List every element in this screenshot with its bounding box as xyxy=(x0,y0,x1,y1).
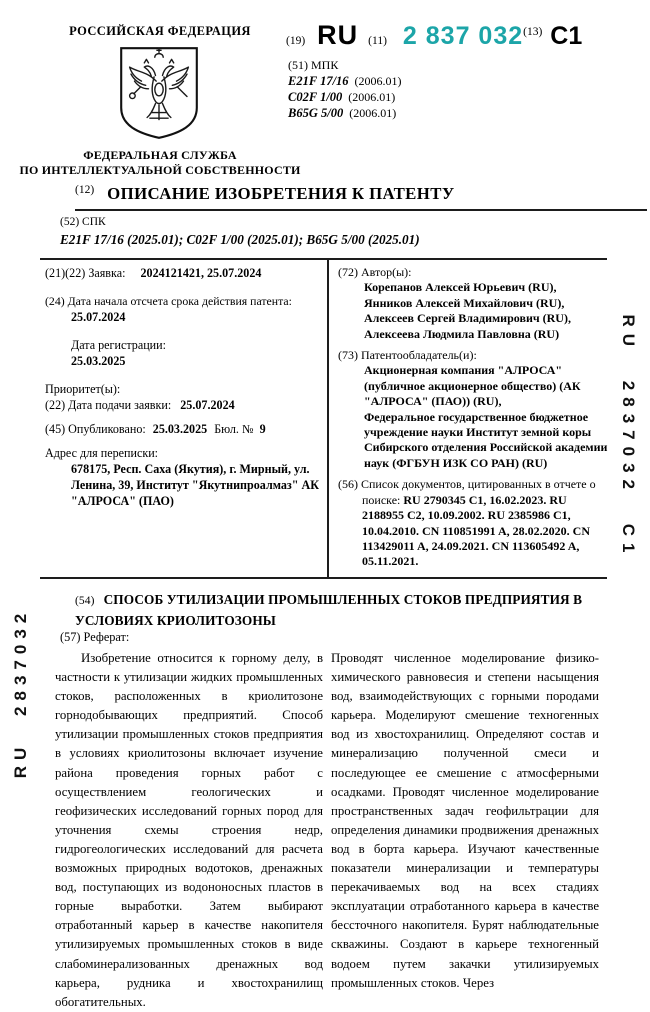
author-item: Алексеева Людмила Павловна (RU) xyxy=(364,326,560,341)
publication-number: 2 837 032 xyxy=(402,22,524,50)
ipc-section xyxy=(288,57,402,121)
bulletin-label: Бюл. № xyxy=(214,422,254,436)
cpc-label: (52) СПК xyxy=(60,216,106,228)
term-start-label: (24) Дата начала отсчета срока действия патента: xyxy=(45,294,292,308)
priority-label: Приоритет(ы): xyxy=(45,382,121,396)
biblio-left-column xyxy=(45,265,321,573)
registration-label: Дата регистрации: xyxy=(71,338,166,352)
ipc-code: E21F 17/16 xyxy=(288,74,349,88)
ipc-item xyxy=(288,73,402,89)
inid-code-11: (11) xyxy=(368,35,387,47)
document-type-heading xyxy=(75,184,455,204)
application-row xyxy=(45,265,321,281)
citations-block xyxy=(338,477,608,569)
inid-code-12: (12) xyxy=(75,184,95,196)
ipc-label: (51) МПК xyxy=(288,58,339,72)
patent-holder-item: Акционерная компания "АЛРОСА" (публичное акционерное общество) (АК "АЛРОСА" (ПАО)) (RU), xyxy=(364,363,581,409)
citations-label: (56) Список документов, цитированных в отчете о поиске: xyxy=(338,477,596,507)
ipc-version: (2006.01) xyxy=(349,106,397,120)
published-row xyxy=(45,421,321,437)
application-label: (21)(22) Заявка: xyxy=(45,266,126,280)
russia-coat-of-arms-icon xyxy=(117,46,201,145)
ipc-version: (2006.01) xyxy=(348,90,396,104)
ipc-item xyxy=(288,89,402,105)
heading-divider xyxy=(75,209,647,211)
invention-title-text: СПОСОБ УТИЛИЗАЦИИ ПРОМЫШЛЕННЫХ СТОКОВ ПРЕДПРИЯТИЯ В УСЛОВИЯХ КРИОЛИТОЗОНЫ xyxy=(75,592,583,628)
patent-holder-item: Федеральное государственное бюджетное учреждение науки Институт земной коры Сибирского отделения Российской академии наук (ФГБУН ИЗК СО РАН) (RU) xyxy=(364,409,608,470)
ipc-code: C02F 1/00 xyxy=(288,90,343,104)
abstract-column-1: Изобретение относится к горному делу, в частности к утилизации жидких промышленных стоков, расположенных в криолитозоне горнодобывающих предприятий. Способ утилизации промышленных стоков предприятия в условиях криолитозоны включает изучение района проведения горных работ с осуществлением геологических и геофизических исследований горных пород для уточнения схемы строения недр, гидрогеологических исследований для расчета возможных природных водотоков, дренажных вод, поступающих из водононосных пластов в горные выработки. Затем выбирают отработанный карьер в качестве накопителя утилизируемых промышленных стоков в виде слабоминерализованных дренажных вод карьера, рудника и хвостохранилищ обогатительных. xyxy=(55,651,323,1009)
country-label: РОССИЙСКАЯ ФЕДЕРАЦИЯ xyxy=(69,24,251,38)
registration-value: 25.03.2025 xyxy=(71,354,126,368)
right-margin-patent-number: RU 2837032 C1 xyxy=(619,314,638,560)
ipc-item xyxy=(288,105,402,121)
table-top-border xyxy=(40,258,607,260)
abstract-label: (57) Реферат: xyxy=(60,630,130,644)
agency-label xyxy=(14,148,306,178)
published-label: (45) Опубликовано: xyxy=(45,422,146,436)
author-item: Корепанов Алексей Юрьевич (RU), xyxy=(364,280,557,295)
authors-label: (72) Автор(ы): xyxy=(338,265,412,279)
published-value: 25.03.2025 xyxy=(152,422,208,436)
filing-row xyxy=(45,397,321,413)
kind-code: C1 xyxy=(550,22,583,50)
correspondence-address-value: 678175, Респ. Саха (Якутия), г. Мирный, ул. Ленина, 39, Институт "Якутнипроалмаз" АК "АЛРОСА" (ПАО) xyxy=(71,462,320,508)
ipc-version: (2006.01) xyxy=(354,74,402,88)
agency-line1: ФЕДЕРАЛЬНАЯ СЛУЖБА xyxy=(83,148,237,162)
author-item: Янников Алексей Михайлович (RU), xyxy=(364,295,565,310)
agency-line2: ПО ИНТЕЛЛЕКТУАЛЬНОЙ СОБСТВЕННОСТИ xyxy=(19,163,301,177)
country-code: RU xyxy=(317,20,359,50)
application-value: 2024121421, 25.07.2024 xyxy=(140,266,262,280)
abstract-column-2: Проводят численное моделирование физико-химического равновесия и степени насыщения вод, взаимодействующих с горными породами карьера. Моделируют смешение техногенных вод из хвостохранилищ. Определяют состав и минерализацию полученной смеси и последующее ее смешение с атмосферными осадками. Проводят численное моделирование пространственных задач геофильтрации для определения динамики продвижения дренажных вод в борта карьера. Изучают качественные показатели минерализации и температуры перекачиваемых вод на всех стадиях эксплуатации отработанного карьера в качестве бессточного накопителя. Бурят наблюдательные скважины. Создают в карьере техногенный водоем путем закачки утилизируемых промышленных стоков. Через xyxy=(331,651,599,990)
publication-code-line xyxy=(286,20,582,51)
inid-code-54: (54) xyxy=(75,595,95,607)
filing-value: 25.07.2024 xyxy=(180,398,235,412)
cpc-section xyxy=(60,214,420,248)
invention-title xyxy=(75,590,623,630)
document-type-title: ОПИСАНИЕ ИЗОБРЕТЕНИЯ К ПАТЕНТУ xyxy=(107,184,455,203)
citations-refs: RU 2790345 C1, 16.02.2023. RU 2188955 C2, 10.09.2002. RU 2385986 C1, 10.04.2010. CN 110851991 A, 28.02.2020. CN 113429011 A, 24.09.2021. CN 113605492 A, 05.11.2021. xyxy=(362,492,591,569)
biblio-right-column xyxy=(338,265,608,573)
filing-label: (22) Дата подачи заявки: xyxy=(45,398,172,412)
table-column-divider xyxy=(327,258,329,577)
patent-holders-label: (73) Патентообладатель(и): xyxy=(338,348,477,363)
term-start-value: 25.07.2024 xyxy=(71,310,126,324)
cpc-codes: E21F 17/16 (2025.01); C02F 1/00 (2025.01); B65G 5/00 (2025.01) xyxy=(60,232,420,247)
ipc-code: B65G 5/00 xyxy=(288,106,344,120)
author-item: Алексеев Сергей Владимирович (RU), xyxy=(364,311,571,326)
bulletin-number: 9 xyxy=(259,422,266,436)
inid-code-13: (13) xyxy=(523,26,543,38)
inid-code-19: (19) xyxy=(286,35,306,47)
left-margin-patent-number: RU 2837032 xyxy=(11,607,30,779)
correspondence-address-label: Адрес для переписки: xyxy=(45,446,159,460)
table-bottom-border xyxy=(40,577,607,579)
